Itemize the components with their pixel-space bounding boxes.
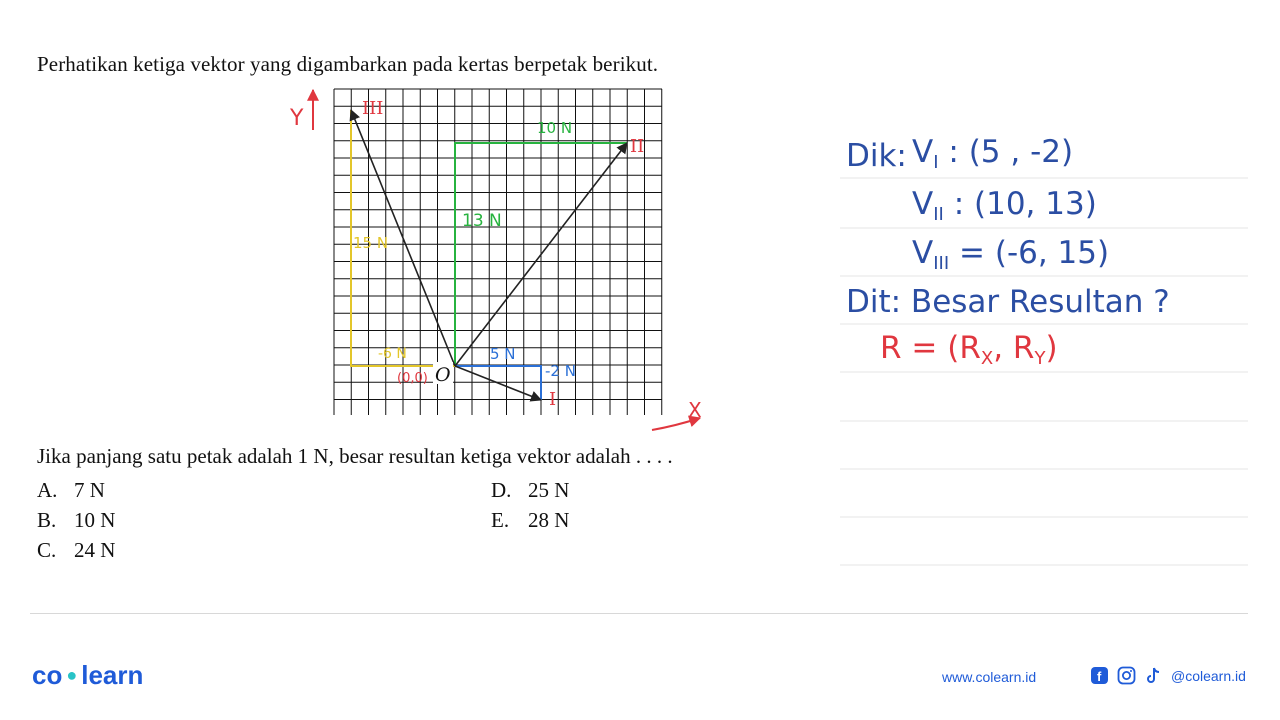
option-text: 28 N bbox=[528, 508, 570, 532]
question-intro: Perhatikan ketiga vektor yang digambarkan pada kertas berpetak berikut. bbox=[37, 52, 659, 76]
svg-text:f: f bbox=[1097, 669, 1102, 684]
origin-coord-label: (0,0) bbox=[397, 371, 428, 386]
r-mid: , R bbox=[993, 330, 1035, 366]
r-name: R bbox=[880, 330, 902, 366]
option-text: 7 N bbox=[74, 478, 105, 502]
v3-x-label: -6 N bbox=[378, 346, 407, 362]
question-ask: Jika panjang satu petak adalah 1 N, besar resultan ketiga vektor adalah . . . . bbox=[37, 444, 673, 468]
social-handle: @colearn.id bbox=[1171, 667, 1246, 684]
r-value: = (R bbox=[911, 330, 981, 366]
ry-sub: Y bbox=[1034, 348, 1046, 369]
v2-sub: II bbox=[933, 204, 944, 225]
tiktok-icon[interactable] bbox=[1144, 666, 1163, 685]
note-resultant bbox=[880, 330, 1058, 369]
v3-y-label: 15 N bbox=[353, 234, 389, 252]
footer-divider bbox=[30, 613, 1248, 614]
v1-name: V bbox=[912, 134, 934, 170]
v2-value: : (10, 13) bbox=[953, 186, 1097, 222]
logo-left: co bbox=[32, 660, 63, 690]
v2-y-label: 13 N bbox=[462, 211, 502, 231]
note-v2 bbox=[912, 186, 1097, 225]
option-text: 24 N bbox=[74, 538, 116, 562]
option-letter: D. bbox=[491, 478, 512, 502]
v3-sub: III bbox=[933, 253, 950, 274]
origin-label: O bbox=[435, 364, 451, 386]
note-v3 bbox=[912, 235, 1110, 274]
social-links bbox=[1090, 666, 1246, 685]
rx-sub: X bbox=[980, 348, 994, 369]
v3-name: V bbox=[912, 235, 934, 271]
note-dit: Dit: Besar Resultan ? bbox=[846, 284, 1170, 320]
logo-dot: ● bbox=[66, 665, 78, 685]
option-letter: B. bbox=[37, 508, 57, 532]
v2-x-label: 10 N bbox=[537, 119, 573, 137]
logo-right: learn bbox=[81, 660, 144, 690]
website-link[interactable]: www.colearn.id bbox=[942, 669, 1037, 685]
colearn-logo[interactable] bbox=[32, 660, 143, 691]
vector-ii-label: II bbox=[630, 136, 645, 157]
r-end: ) bbox=[1045, 330, 1058, 366]
v1-value: : (5 , -2) bbox=[948, 134, 1074, 170]
option-text: 25 N bbox=[528, 478, 570, 502]
note-v1 bbox=[912, 134, 1074, 173]
v1-sub: I bbox=[933, 152, 939, 173]
v1-y-label: -2 N bbox=[545, 362, 576, 380]
v1-x-label: 5 N bbox=[490, 345, 516, 363]
vector-i-label: I bbox=[549, 389, 557, 410]
note-dik-label: Dik: bbox=[846, 138, 907, 174]
v2-name: V bbox=[912, 186, 934, 222]
y-axis-label: Y bbox=[290, 106, 304, 131]
vector-iii-label: III bbox=[362, 98, 384, 119]
option-letter: A. bbox=[37, 478, 58, 502]
option-letter: E. bbox=[491, 508, 510, 532]
v3-value: = (-6, 15) bbox=[959, 235, 1110, 271]
instagram-icon[interactable] bbox=[1117, 666, 1136, 685]
facebook-icon[interactable] bbox=[1090, 666, 1109, 685]
x-axis-label: X bbox=[688, 398, 702, 422]
option-text: 10 N bbox=[74, 508, 116, 532]
option-letter: C. bbox=[37, 538, 57, 562]
